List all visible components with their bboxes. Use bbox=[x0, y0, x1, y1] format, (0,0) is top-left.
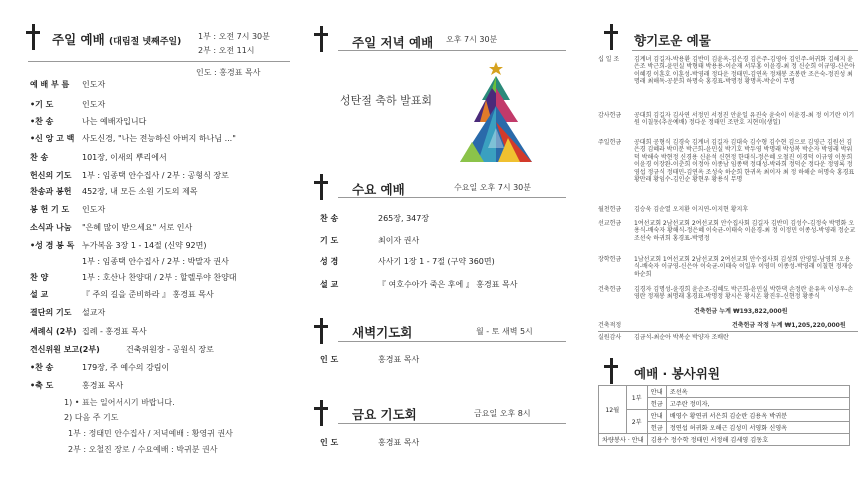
wednesday-order-item bbox=[320, 235, 419, 246]
extra-label: 실원감사 bbox=[598, 334, 622, 341]
wednesday-title: 수요 예배 bbox=[352, 182, 405, 197]
sunday-time1: 1부 : 오전 7시 30분 bbox=[198, 32, 270, 41]
sunday-order-item bbox=[30, 272, 237, 283]
item-value: 최이자 권사 bbox=[378, 236, 420, 245]
sunday-order-item bbox=[30, 256, 229, 267]
offering-names: 1남선교회 1여선교회 2남선교회 2여선교회 안수집사회 김성희 안영일-남영희 오용식-배숙자 이규영-신은아 이숙균-이태숙 이일우 이영미 이종성-박영래 이칠현 정재승 하순희 bbox=[634, 256, 854, 278]
sunday-leader: 인도 : 홍경표 목사 bbox=[196, 68, 261, 77]
item-value: 1부 : 호산나 찬양대 / 2부 : 할렐루야 찬양대 bbox=[82, 273, 237, 282]
offering-names: 1여선교회 2남선교회 2여선교회 안수집사회 김길자 김반미 김성수-김정숙 박명화 오용식-배숙자 황해식-정은혜 이숙균-이태숙 이윤경-최 정 이정민 이종성-박영래 정순교 조선숙 하귀희 홍경표-박명정 bbox=[634, 220, 856, 242]
item-value: 나는 예배자입니다 bbox=[82, 117, 147, 126]
cross-icon bbox=[602, 358, 620, 384]
sunday-order-item bbox=[30, 344, 214, 355]
item-label: 소식과 나눔 bbox=[30, 223, 72, 232]
vehicle-names: 김용수 정수학 정태민 서정해 김세영 김동호 bbox=[647, 434, 849, 446]
wednesday-order-item bbox=[320, 256, 495, 267]
wednesday-order-item bbox=[320, 279, 517, 290]
note-4: 2부 : 오철진 장로 / 수요예배 : 박귀분 권사 bbox=[68, 445, 218, 454]
offerings-column bbox=[594, 0, 860, 481]
item-value: 누가복음 3장 1 - 14절 (신약 92면) bbox=[82, 241, 207, 250]
offerings-title: 향기로운 예물 bbox=[634, 33, 711, 48]
evening-title: 주일 저녁 예배 bbox=[352, 35, 434, 50]
item-label: 예 배 부 름 bbox=[30, 80, 70, 89]
role-cell: 헌금 bbox=[647, 398, 666, 410]
weekday-worship-column bbox=[298, 0, 566, 481]
vehicle-label: 차량봉사 · 안내 bbox=[599, 434, 648, 446]
sunday-order-item bbox=[30, 116, 146, 127]
service-table bbox=[598, 385, 850, 446]
item-value: 101장, 이새의 뿌리에서 bbox=[82, 153, 167, 162]
note-2: 2) 다음 주 기도 bbox=[64, 413, 119, 422]
sunday-order-item bbox=[30, 222, 192, 233]
item-label: •축 도 bbox=[30, 381, 54, 390]
dawn-time: 월 - 토 새벽 5시 bbox=[476, 327, 533, 336]
item-label: 결단의 기도 bbox=[30, 308, 72, 317]
sunday-order-item bbox=[30, 289, 214, 300]
divider bbox=[338, 423, 566, 424]
divider bbox=[598, 331, 858, 332]
friday-title: 금요 기도회 bbox=[352, 407, 417, 422]
offering-category: 주일헌금 bbox=[598, 139, 622, 146]
divider bbox=[338, 197, 566, 198]
offering-category: 장학헌금 bbox=[598, 256, 622, 263]
sunday-order-item bbox=[30, 99, 105, 110]
cross-icon bbox=[312, 318, 330, 344]
item-value: 『 여호수아가 죽은 후에 』 홍경표 목사 bbox=[378, 280, 518, 289]
item-label: 찬송과 봉헌 bbox=[30, 187, 72, 196]
item-label: •찬 송 bbox=[30, 117, 54, 126]
table-row bbox=[599, 386, 850, 398]
table-row bbox=[599, 434, 850, 446]
item-label: 설 교 bbox=[30, 290, 49, 299]
sunday-order-item bbox=[30, 380, 123, 391]
item-label: 설 교 bbox=[320, 280, 339, 289]
building-pledge-label: 건축적정 bbox=[598, 322, 622, 329]
offering-names: 공대희 김길자 김사연 서정민 서정진 안윤일 유진숙 윤숙이 이윤경-최 정 이기란 이기원 이칠동(추운예배) 정다운 정태민 조만호 지현미(생일) bbox=[634, 112, 855, 127]
item-value: 인도자 bbox=[82, 100, 106, 109]
item-label: 기 도 bbox=[320, 236, 339, 245]
dawn-title: 새벽기도회 bbox=[352, 325, 413, 340]
names-cell: 고주란 정미자, bbox=[666, 398, 849, 410]
cross-icon bbox=[312, 26, 330, 52]
role-cell: 안내 bbox=[647, 386, 666, 398]
item-value: 265장, 347장 bbox=[378, 214, 430, 223]
item-label: •성 경 봉 독 bbox=[30, 241, 75, 250]
sunday-order-item bbox=[30, 362, 169, 373]
part-cell: 1부 bbox=[626, 386, 647, 410]
dawn-leader-row: 인 도 홍경표 목사 bbox=[320, 355, 420, 364]
item-label: 헌신의 기도 bbox=[30, 171, 72, 180]
service-title: 예배 · 봉사위원 bbox=[634, 366, 720, 381]
item-value: 1부 : 임종택 안수집사 / 2부 : 박말자 권사 bbox=[82, 257, 229, 266]
wednesday-time: 수요일 오후 7시 30분 bbox=[454, 183, 531, 192]
names-cell: 정연섭 허귀화 오해근 김성미 서영화 신영옥 bbox=[666, 422, 849, 434]
sunday-order-item bbox=[30, 186, 198, 197]
note-3: 1부 : 정태민 안수집사 / 저녁예배 : 황영귀 권사 bbox=[68, 429, 233, 438]
sunday-order-item bbox=[30, 326, 147, 337]
sunday-order-item bbox=[30, 79, 105, 90]
offering-names: 김승욱 김순열 오지환 이지연-이지현 황지후 bbox=[634, 206, 749, 213]
item-label: 찬 송 bbox=[30, 153, 49, 162]
item-label: 찬 송 bbox=[320, 214, 339, 223]
building-pledge-total: 건축헌금 작정 누계 ₩1,205,220,000원 bbox=[732, 322, 846, 329]
cross-icon bbox=[312, 400, 330, 426]
offering-names: 김계녀 김길자-박용환 김반미 김윤옥-김은경 김은주-김영아 김인주-허귀화 김해지 윤은조 박근희-윤민실 박형태 박용용-이순재 서부홍 이윤경-최 정 신순희 이규영-신은아 이혜경 이훈호 이훈성-박영래 정다운 정태민-김연옥 정채봉 조봉란 조은숙-정진성 최명래 최해독-공분희 하명숙 홍경표-박명정 황명옥-박순이 무명 bbox=[634, 56, 855, 86]
item-value: 설교자 bbox=[82, 308, 106, 317]
item-label: •기 도 bbox=[30, 100, 54, 109]
building-total: 건축헌금 누계 ₩193,822,000원 bbox=[694, 308, 788, 315]
item-value: 인도자 bbox=[82, 205, 106, 214]
friday-time: 금요일 오후 8시 bbox=[474, 409, 531, 418]
offering-names: 김경자 김명성-윤경희 윤순조-김혜도 박근희-윤민실 박한댁 손정란 윤유옥 이성우-손영란 정재봉 최명래 홍경표-박명정 황시은 황시온 황진우-신현정 황종식 bbox=[634, 286, 854, 301]
item-value: 179장, 주 예수의 강림이 bbox=[82, 363, 170, 372]
cross-icon bbox=[24, 24, 42, 50]
sunday-order-item bbox=[30, 307, 105, 318]
item-value: 사도신경, "나는 전능하신 아버지 하나님 ..." bbox=[82, 134, 236, 143]
item-label: 봉 헌 기 도 bbox=[30, 205, 70, 214]
divider bbox=[338, 50, 566, 51]
offering-category: 십 일 조 bbox=[598, 56, 620, 63]
item-label: 세례식 (2부) bbox=[30, 327, 77, 336]
item-value: 사사기 1장 1 - 7절 (구약 360면) bbox=[378, 257, 495, 266]
item-label: •신 앙 고 백 bbox=[30, 134, 75, 143]
item-value: 인도자 bbox=[82, 80, 106, 89]
month-cell: 12월 bbox=[599, 386, 627, 434]
cross-icon bbox=[602, 24, 620, 50]
offering-category: 월천헌금 bbox=[598, 206, 622, 213]
offering-category: 건축헌금 bbox=[598, 286, 622, 293]
evening-time: 오후 7시 30분 bbox=[446, 35, 498, 44]
note-1: 1) • 표는 일어서시기 바랍니다. bbox=[64, 398, 175, 407]
item-label: 견신위원 보고(2부) bbox=[30, 345, 100, 354]
item-value: 1부 : 임종택 안수집사 / 2부 : 공형식 장로 bbox=[82, 171, 229, 180]
item-value: 집례 - 홍경표 목사 bbox=[82, 327, 147, 336]
part-cell: 2부 bbox=[626, 410, 647, 434]
sunday-order-item bbox=[30, 204, 105, 215]
evening-banner: 성탄절 축하 발표회 bbox=[340, 94, 433, 107]
sunday-time2: 2부 : 오전 11시 bbox=[198, 46, 255, 55]
names-cell: 배영수 황연귀 서은희 김순란 김용옥 박귀분 bbox=[666, 410, 849, 422]
sunday-order-item bbox=[30, 133, 236, 144]
offering-category: 감사헌금 bbox=[598, 112, 622, 119]
item-value: 『 주의 길을 준비하라 』 홍경표 목사 bbox=[82, 290, 214, 299]
extra-text: 김금석-최순아 박복순 박양자 조배란 bbox=[634, 334, 729, 341]
sunday-order-item bbox=[30, 170, 229, 181]
divider bbox=[28, 61, 290, 62]
cross-icon bbox=[312, 174, 330, 200]
item-value: 홍경표 목사 bbox=[82, 381, 124, 390]
divider bbox=[632, 50, 858, 51]
item-label: 찬 양 bbox=[30, 273, 49, 282]
table-row bbox=[599, 410, 850, 422]
item-label: 성 경 bbox=[320, 257, 339, 266]
friday-leader-row: 인 도 홍경표 목사 bbox=[320, 438, 420, 447]
sunday-title: 주일 예배 (대림절 넷째주일) bbox=[52, 32, 182, 47]
item-value: 건축위원장 - 공원식 장로 bbox=[126, 345, 214, 354]
christmas-tree-icon bbox=[458, 58, 534, 166]
names-cell: 조선옥 bbox=[666, 386, 849, 398]
sunday-worship-column bbox=[0, 0, 290, 481]
item-value: 452장, 내 모든 소원 기도의 제목 bbox=[82, 187, 198, 196]
sunday-order-item bbox=[30, 152, 167, 163]
item-value: "은혜 많이 받으세요" 서로 인사 bbox=[82, 223, 193, 232]
item-label: •찬 송 bbox=[30, 363, 54, 372]
offering-names: 공대희 공형식 김경숙 김계녀 김길자 김대숙 김수형 김수현 김으로 김영근 김원선 김은경 김혜라 박미분 박근희-윤민실 박기호 박두영 박명래 박성복 박순자 박영래 박위덕 박해숙 박현정 신경용 신윤석 신현정 한대식-정은혜 오철진 이경덕 이규영 이동희 이윤경 이장완-이춘희 이정아 이종남 임종택 정대성-박라희 정덕순 정다운 정영록 정영섭 정규식 정태민-김연옥 조성숙 하순희 한귀옥 최이자 최 정 하해순 허명숙 홍경표 황만래 황임수-김인순 황현우 황용식 무명 bbox=[634, 139, 855, 184]
offering-category: 선교헌금 bbox=[598, 220, 622, 227]
divider bbox=[338, 341, 566, 342]
role-cell: 헌금 bbox=[647, 422, 666, 434]
sunday-order-item bbox=[30, 240, 206, 251]
role-cell: 안내 bbox=[647, 410, 666, 422]
wednesday-order-item bbox=[320, 213, 429, 224]
